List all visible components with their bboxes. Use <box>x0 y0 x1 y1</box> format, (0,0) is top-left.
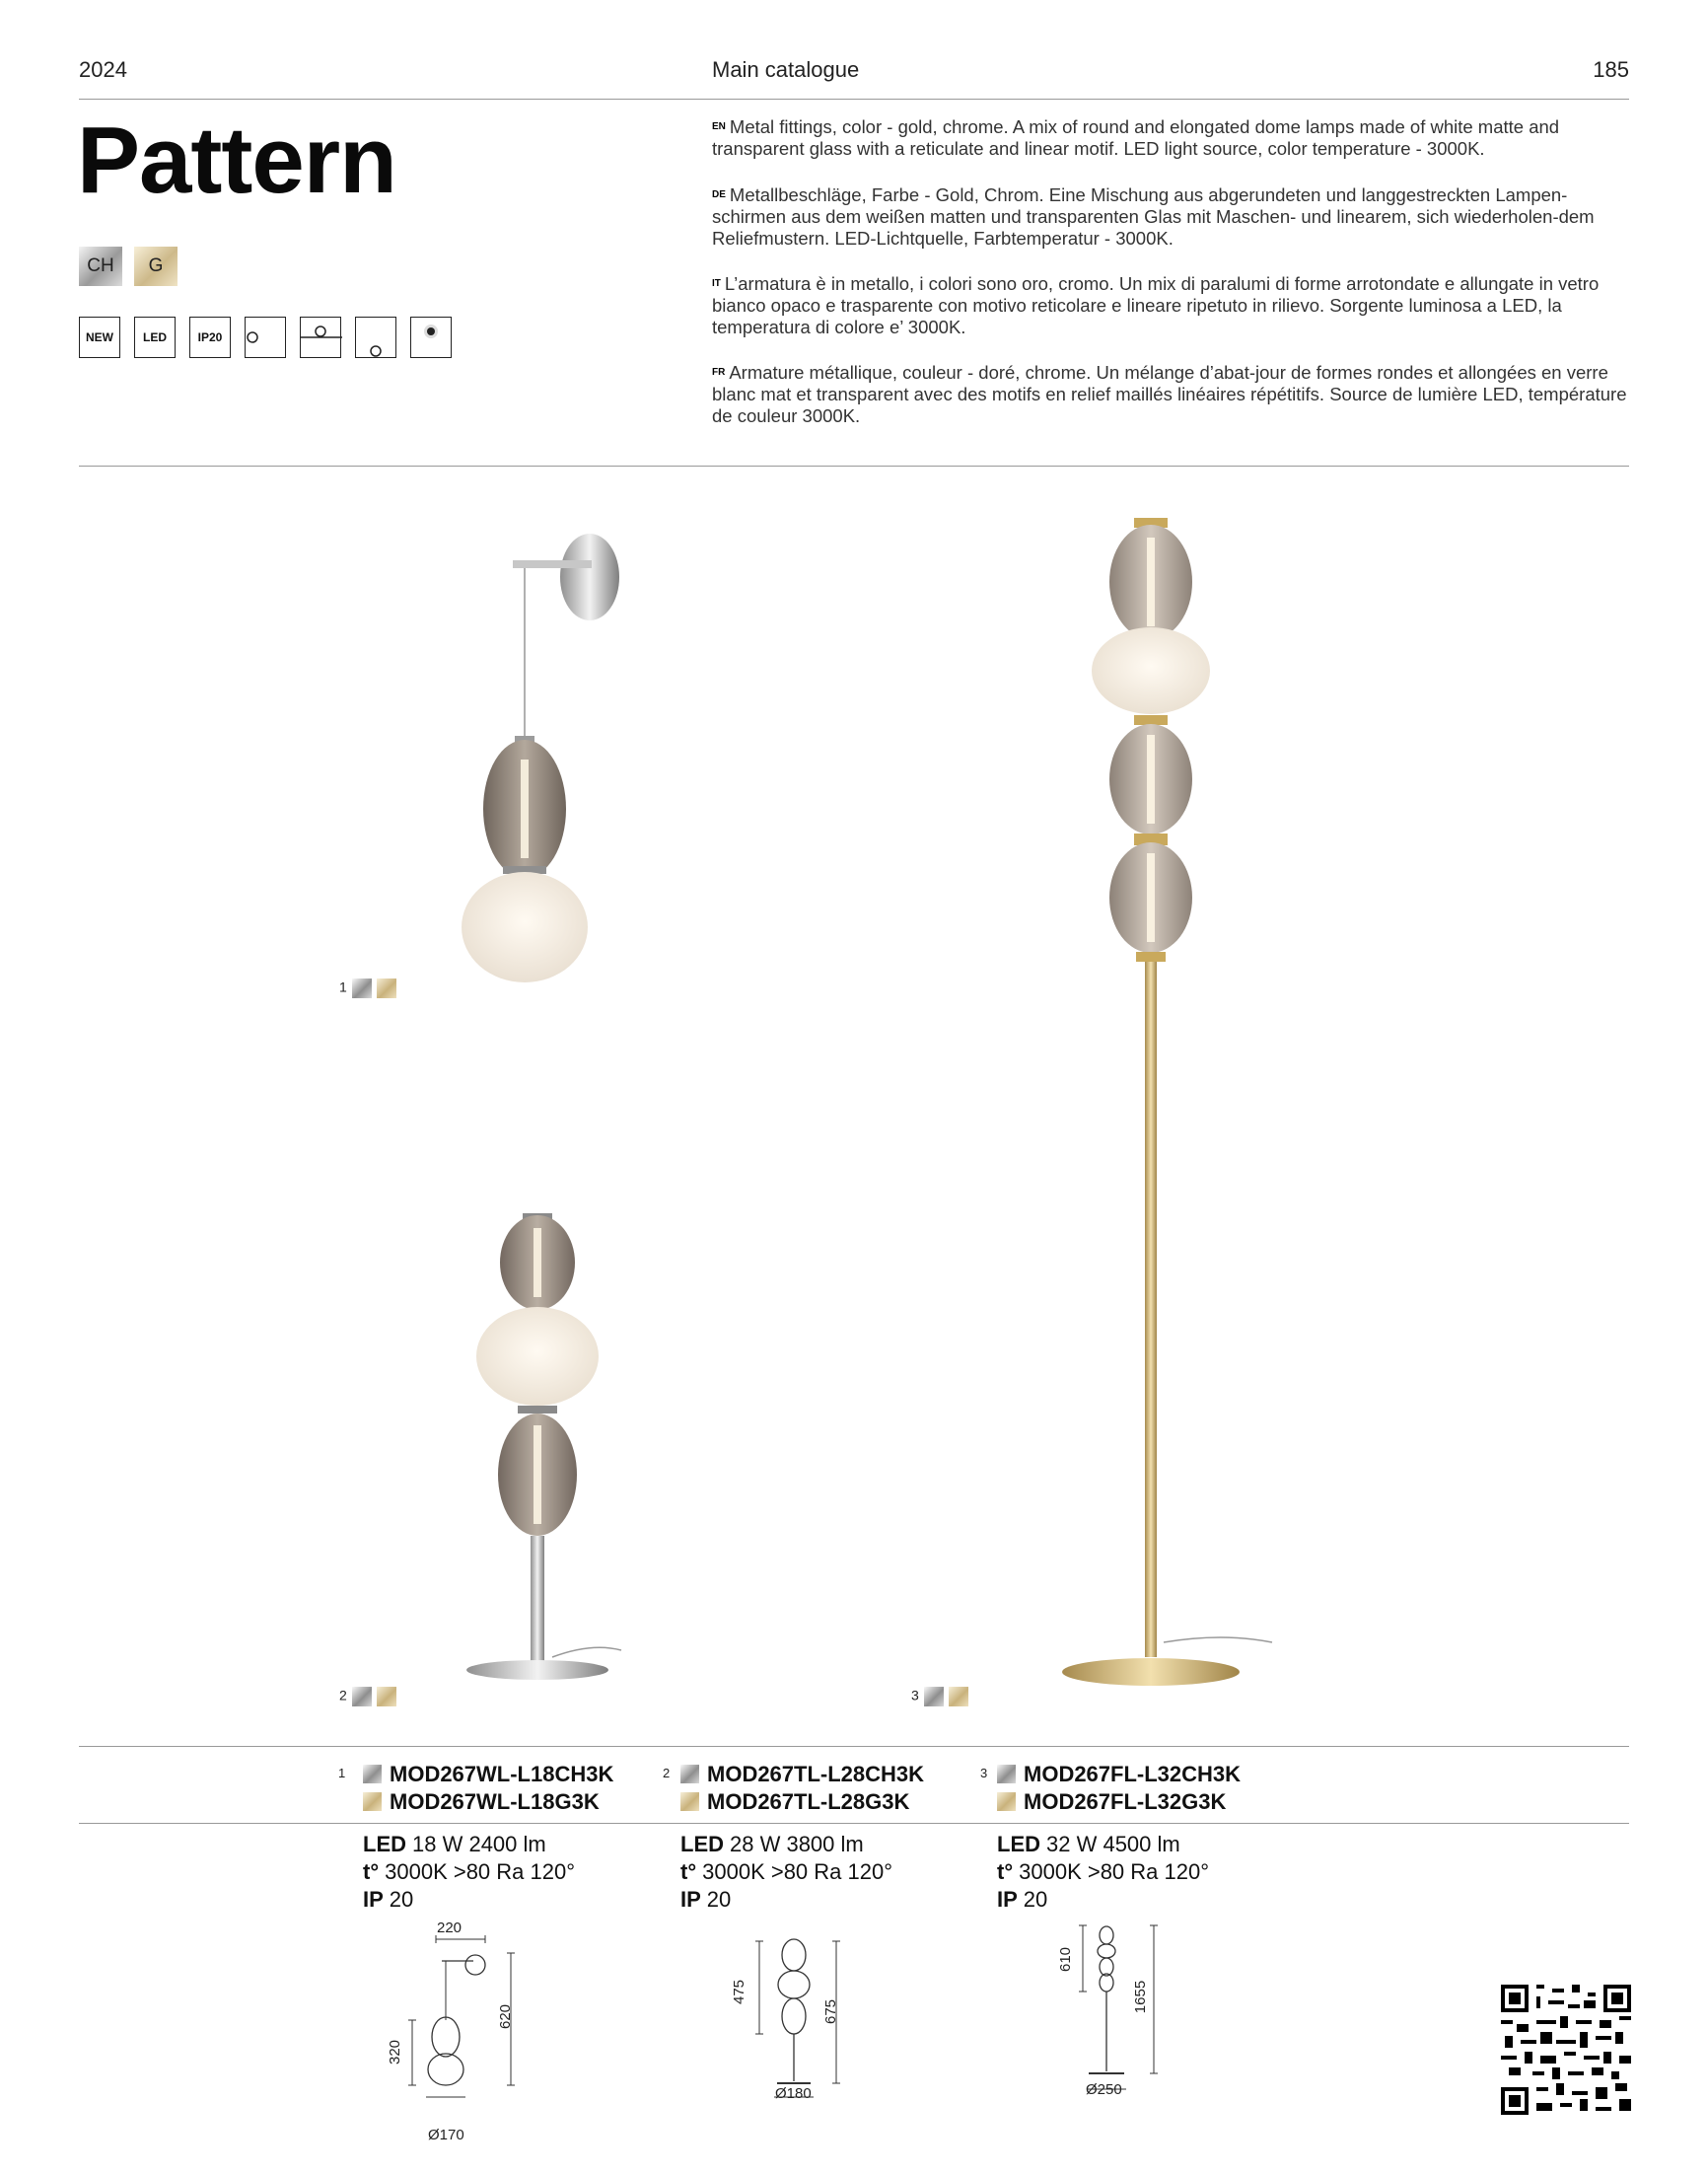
badge-ip20: IP20 <box>189 317 231 358</box>
description-it <box>712 273 1634 338</box>
chrome-swatch <box>352 1687 372 1706</box>
badge-led: LED <box>134 317 176 358</box>
dimension-label: 620 <box>497 2003 515 2030</box>
product-label-1 <box>339 978 396 998</box>
product-label-2 <box>339 1687 396 1706</box>
pendant-icon <box>355 317 396 358</box>
product-code-g: MOD267FL-L32G3K <box>997 1789 1226 1815</box>
chrome-swatch <box>997 1765 1016 1783</box>
specs-product-3: LED 32 W 4500 lm t° 3000K >80 Ra 120° IP 20 <box>997 1832 1210 1912</box>
gold-swatch <box>997 1792 1016 1811</box>
product-image-floor-lamp <box>986 508 1321 1711</box>
dimension-label: 220 <box>437 1920 463 1936</box>
dimension-drawing-wall-lamp <box>394 1933 592 2131</box>
page-number: 185 <box>1593 57 1629 82</box>
column-number: 2 <box>663 1766 671 1780</box>
qr-code-icon <box>1501 1985 1631 2115</box>
product-code-g: MOD267WL-L18G3K <box>363 1789 600 1815</box>
column-number: 1 <box>338 1766 346 1780</box>
dimension-label: 475 <box>731 1979 748 2005</box>
description-text: Armature métallique, couleur - doré, chrome. Un mélange d’abat-jour de formes rondes et allongées en verre blanc mat et transparent avec des motifs en relief maillés linéaires répétitifs. Source de lumière LED, température de couleur 3000K. <box>712 362 1627 426</box>
description-text: Metal fittings, color - gold, chrome. A mix of round and elongated dome lamps made of white matte and transparent glass with a reticulate and linear motif. LED light source, color temperature - 3000K. <box>712 116 1560 159</box>
dimension-label: 1655 <box>1132 1980 1150 2014</box>
header-rule <box>79 99 1629 100</box>
lang-tag: FR <box>712 367 726 378</box>
specs-rule-bottom <box>79 1823 1629 1824</box>
dimension-label: 675 <box>822 1998 840 2025</box>
dimension-label: 610 <box>1057 1946 1075 1973</box>
lang-tag: DE <box>712 189 726 200</box>
chrome-swatch <box>352 978 372 998</box>
product-code-ch: MOD267FL-L32CH3K <box>997 1762 1241 1787</box>
dimension-label: Ø250 <box>1086 2081 1122 2098</box>
specs-product-2: LED 28 W 3800 lm t° 3000K >80 Ra 120° IP 20 <box>680 1832 893 1912</box>
chrome-swatch <box>924 1687 944 1706</box>
ceiling-light-icon <box>410 317 452 358</box>
header-year: 2024 <box>79 57 127 82</box>
product-label-3 <box>911 1687 968 1706</box>
wall-mount-icon <box>300 317 341 358</box>
chrome-swatch <box>363 1765 382 1783</box>
gold-swatch <box>680 1792 699 1811</box>
description-text: Metallbeschläge, Farbe - Gold, Chrom. Eine Mischung aus abgerundeten und langgestreckten Lampen-schirmen aus dem weißen matten und transparenten Glas mit Maschen- und linearem, sich wiederholen-dem Reliefmustern. LED-Lichtquelle, Farbtemperatur - 3000K. <box>712 184 1595 249</box>
chrome-swatch <box>680 1765 699 1783</box>
product-number: 3 <box>911 1687 919 1703</box>
gold-swatch <box>363 1792 382 1811</box>
product-code-g: MOD267TL-L28G3K <box>680 1789 909 1815</box>
section-rule <box>79 466 1629 467</box>
product-number: 1 <box>339 978 347 995</box>
specs-product-1: LED 18 W 2400 lm t° 3000K >80 Ra 120° IP 20 <box>363 1832 576 1912</box>
finish-gold-swatch: G <box>134 247 178 286</box>
page-title: Pattern <box>77 108 396 213</box>
description-en <box>712 116 1634 160</box>
lang-tag: EN <box>712 121 726 132</box>
description-fr <box>712 362 1634 427</box>
product-number: 2 <box>339 1687 347 1703</box>
specs-rule-top <box>79 1746 1629 1747</box>
dimension-label: 320 <box>387 2039 404 2065</box>
gold-swatch <box>949 1687 968 1706</box>
product-image-table-lamp <box>424 1208 661 1702</box>
description-de <box>712 184 1634 250</box>
product-image-wall-lamp <box>414 523 671 996</box>
description-text: L’armatura è in metallo, i colori sono oro, cromo. Un mix di paralumi di forme arrotondate e allungate in vetro bianco opaco e trasparente con motivo reticolare e lineare ripetuto in rilievo. Sorgente luminosa a LED, la temperatura di colore e’ 3000K. <box>712 273 1600 337</box>
column-number: 3 <box>980 1766 988 1780</box>
badge-new: NEW <box>79 317 120 358</box>
dimension-label: Ø170 <box>428 2127 464 2143</box>
gold-swatch <box>377 978 396 998</box>
surface-mount-icon <box>245 317 286 358</box>
dimension-label: Ø180 <box>775 2085 812 2102</box>
lang-tag: IT <box>712 278 721 289</box>
product-code-ch: MOD267TL-L28CH3K <box>680 1762 924 1787</box>
product-code-ch: MOD267WL-L18CH3K <box>363 1762 613 1787</box>
finish-chrome-swatch: CH <box>79 247 122 286</box>
gold-swatch <box>377 1687 396 1706</box>
header-section: Main catalogue <box>712 57 860 82</box>
